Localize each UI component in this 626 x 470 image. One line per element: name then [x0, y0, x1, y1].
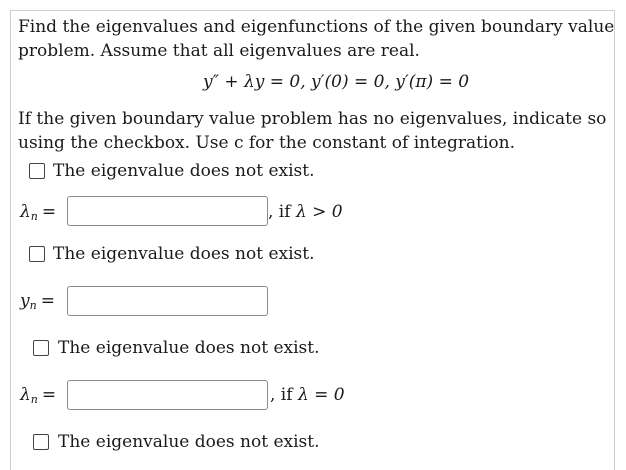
lambda-zero-input[interactable]	[67, 380, 268, 410]
lambda-positive-input[interactable]	[67, 196, 268, 226]
yn-label: $y_n$ =	[20, 291, 55, 312]
no-eigenvalue-checkbox-4[interactable]	[33, 434, 49, 450]
instruction-line-1: If the given boundary value problem has no eigenvalues, indicate so	[18, 109, 607, 129]
no-eigenvalue-checkbox-1[interactable]	[29, 163, 45, 179]
yn-input[interactable]	[67, 286, 268, 316]
lambda-n-label-positive: $\lambda_n$ =	[20, 202, 57, 223]
boundary-value-equation: y″ + λy = 0, y′(0) = 0, y′(π) = 0	[203, 72, 470, 92]
lambda-n-label-zero: $\lambda_n$ =	[20, 385, 57, 406]
no-eigenvalue-checkbox-2[interactable]	[29, 246, 45, 262]
no-eigenvalue-label-3: The eigenvalue does not exist.	[58, 338, 320, 358]
condition-lambda-positive: , if λ > 0	[268, 202, 343, 222]
no-eigenvalue-label-2: The eigenvalue does not exist.	[53, 244, 315, 264]
problem-text-line-2: problem. Assume that all eigenvalues are real.	[18, 41, 420, 61]
no-eigenvalue-label-4: The eigenvalue does not exist.	[58, 432, 320, 452]
problem-text-line-1: Find the eigenvalues and eigenfunctions of the given boundary value	[18, 17, 615, 37]
condition-lambda-zero: , if λ = 0	[270, 385, 345, 405]
no-eigenvalue-label-1: The eigenvalue does not exist.	[53, 161, 315, 181]
instruction-line-2: using the checkbox. Use c for the constant of integration.	[18, 133, 515, 153]
no-eigenvalue-checkbox-3[interactable]	[33, 340, 49, 356]
